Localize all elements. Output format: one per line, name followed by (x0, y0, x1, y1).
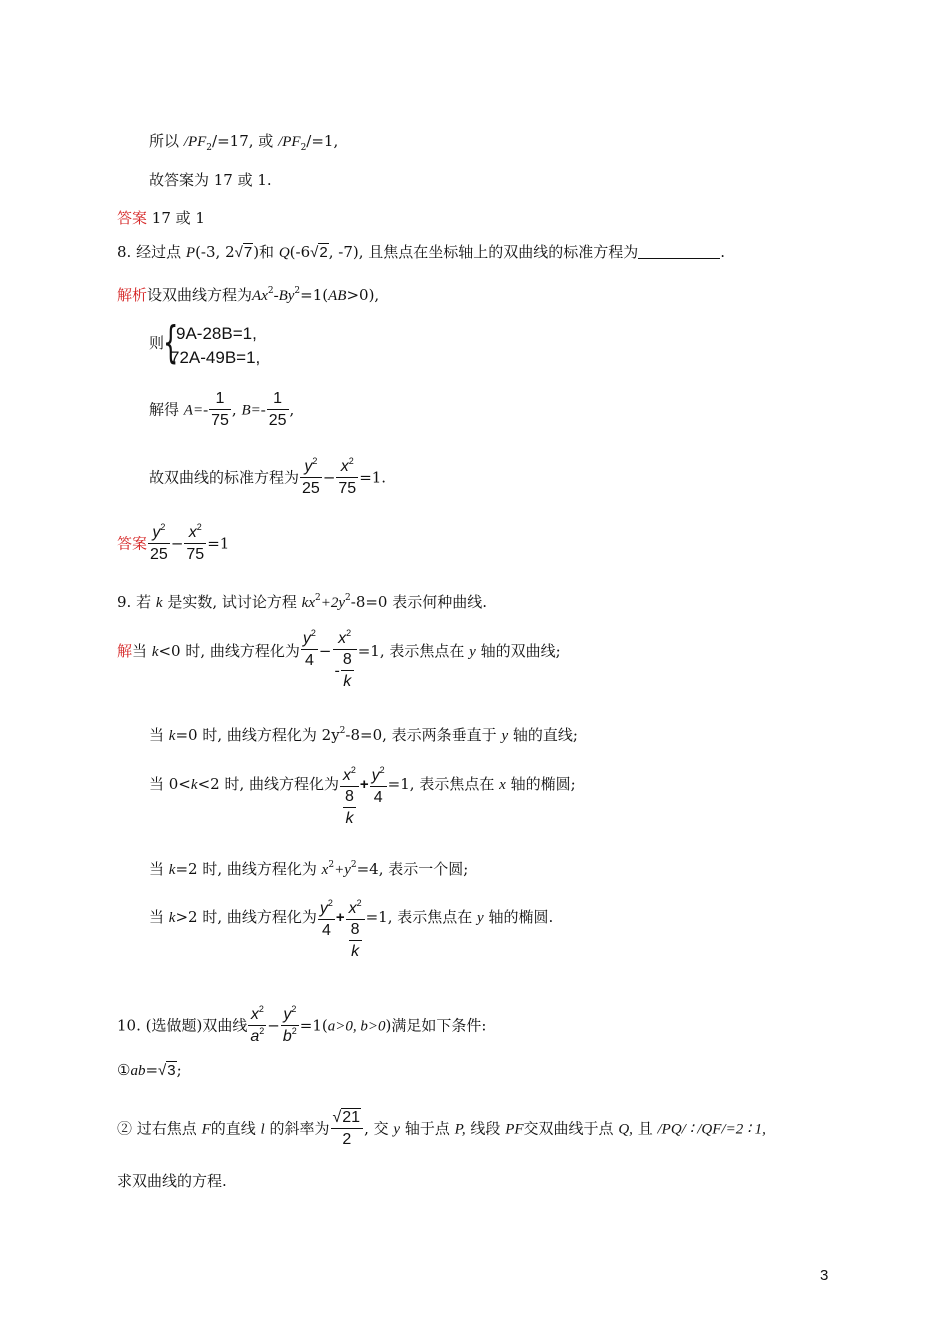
math: x (348, 900, 357, 917)
text: 经过点 (136, 243, 182, 261)
math: kx (301, 595, 315, 611)
radicand: 3 (167, 1062, 176, 1079)
math: x (188, 524, 197, 541)
fraction (267, 389, 289, 432)
math: y (469, 644, 476, 660)
text: 解得 (149, 400, 180, 419)
solution-label: 解析 (117, 286, 148, 304)
math: 2 (258, 1004, 264, 1014)
math: 2 (291, 1026, 297, 1036)
math: 2 (310, 628, 316, 638)
math: y (477, 910, 484, 926)
sqrt: √2 (310, 244, 328, 261)
text: , (231, 400, 237, 419)
math: k (151, 644, 159, 660)
sqrt: √7 (234, 244, 253, 261)
math: F (201, 1121, 211, 1138)
denominator: 4 (318, 919, 335, 942)
answer-label: 答案 (117, 209, 148, 227)
text: =0 时, 曲线方程化为 2y (175, 726, 340, 744)
text: 当 (132, 642, 148, 660)
text: 当 (149, 908, 165, 926)
minus: − (322, 468, 336, 487)
math: 2 (291, 1004, 297, 1014)
text: , (289, 400, 295, 419)
math: y (152, 524, 161, 541)
math: 2 (350, 860, 357, 870)
text: =4, 表示一个圆; (356, 860, 469, 878)
text: 当 (149, 726, 165, 744)
text: )和 (253, 243, 275, 261)
text: <0 时, 曲线方程化为 (158, 642, 300, 660)
text: 当 (149, 860, 165, 878)
system-row-2: 72A-49B=1, (170, 348, 261, 367)
fraction (341, 650, 354, 693)
math: 2 (300, 143, 307, 153)
radicand: 2 (319, 244, 328, 261)
text: 是实数, 试讨论方程 (167, 593, 297, 611)
math: x (338, 630, 347, 647)
text: , -7), 且焦点在坐标轴上的双曲线的标准方程为 (328, 243, 639, 261)
math: +2y (320, 595, 346, 611)
minus: − (170, 534, 184, 553)
math: k (168, 910, 176, 926)
math: y (319, 900, 328, 917)
question-number: 9. (117, 593, 132, 611)
text: ① (117, 1061, 131, 1079)
math: 2 (348, 456, 354, 466)
math: -By (273, 288, 295, 304)
math: P (185, 245, 196, 261)
math: y (283, 1006, 292, 1023)
math: y (393, 1121, 401, 1138)
text: -8=0 表示何种曲线. (350, 593, 488, 611)
system-brace: { (163, 317, 179, 368)
system-label: 则 (149, 334, 165, 352)
ask-line: 求双曲线的方程. (117, 1172, 227, 1190)
denominator: 75 (336, 477, 358, 500)
answer-text: 17 或 1 (151, 209, 205, 227)
math: PF (505, 1121, 524, 1138)
math: 2 (346, 628, 352, 638)
fraction (301, 629, 318, 672)
text: <2 时, 曲线方程化为 (197, 775, 339, 793)
text: 的斜率为 (269, 1119, 330, 1138)
math: /PQ/ ∶ /QF/=2 ∶ 1, (657, 1121, 766, 1138)
text: , 交 (364, 1119, 389, 1138)
math: 2 (327, 898, 333, 908)
math: P, (454, 1121, 466, 1138)
case-5 (149, 898, 554, 963)
text: )满足如下条件: (385, 1016, 487, 1035)
text: (-3, 2 (195, 243, 235, 261)
minus: - (334, 662, 340, 680)
math: 2 (160, 522, 166, 532)
math: 2 (206, 143, 213, 153)
text: (选做题)双曲线 (145, 1016, 248, 1035)
text: 交双曲线于点 (523, 1119, 614, 1138)
numerator: 8 (342, 651, 352, 668)
math: 2 (267, 286, 274, 296)
denominator: 75 (209, 409, 231, 432)
radicand: 21 (342, 1109, 361, 1126)
math: k (168, 728, 176, 744)
denominator: 25 (148, 543, 170, 566)
math: 2 (196, 522, 202, 532)
math: k (345, 810, 354, 827)
page-number: 3 (820, 1267, 829, 1284)
math: 2 (312, 456, 318, 466)
text: 轴于点 (404, 1119, 450, 1138)
numerator: 1 (215, 390, 225, 407)
text: 线段 (470, 1119, 501, 1138)
answer-label: 答案 (117, 534, 148, 553)
solve-line (149, 389, 294, 432)
solution-line (117, 285, 379, 306)
text: 轴的椭圆; (510, 775, 576, 793)
fraction (248, 1005, 266, 1048)
text: ; (176, 1061, 182, 1079)
numerator: 1 (273, 390, 283, 407)
math: y (501, 728, 509, 744)
fraction (331, 1108, 364, 1151)
math: k (343, 673, 352, 690)
fraction (346, 899, 365, 963)
minus: − (318, 642, 332, 660)
denominator: 75 (184, 543, 206, 566)
math: y (371, 767, 380, 784)
system-row-1: 9A-28B=1, (176, 324, 257, 343)
text: /=17, 或 (212, 132, 274, 150)
math: 2 (328, 860, 335, 870)
math: x (499, 777, 506, 793)
standard-equation-line (149, 457, 386, 500)
math: 2 (315, 593, 321, 603)
text: 轴的直线; (512, 726, 578, 744)
numerator: 8 (350, 921, 360, 938)
radicand: 7 (243, 244, 253, 261)
text: (-6 (289, 243, 311, 261)
denominator: 4 (370, 786, 387, 809)
text: . (720, 243, 726, 261)
math: Ax (252, 288, 268, 304)
text: >0), (346, 286, 380, 304)
text: 当 0< (149, 775, 191, 793)
fraction (370, 766, 387, 809)
math: Q (278, 245, 290, 261)
sqrt: √21 (332, 1109, 361, 1126)
question-number: 10. (117, 1016, 141, 1035)
question-9 (117, 592, 487, 613)
fraction (281, 1005, 299, 1048)
numerator: 8 (344, 788, 354, 805)
fraction (148, 523, 170, 566)
fraction (333, 629, 357, 693)
fraction (340, 766, 359, 830)
text: =2 时, 曲线方程化为 (175, 860, 317, 878)
minus: − (267, 1016, 280, 1035)
math: y (304, 458, 313, 475)
answer-line (117, 523, 229, 566)
math: y (302, 630, 311, 647)
text: >2 时, 曲线方程化为 (175, 908, 317, 926)
fraction (300, 457, 322, 500)
math: x (250, 1006, 259, 1023)
math: x (321, 862, 329, 878)
math: 2 (259, 1026, 265, 1036)
sqrt: √3 (158, 1062, 176, 1079)
text: =1, 表示焦点在 (365, 908, 473, 926)
text: =1. (359, 468, 387, 487)
math: ab (130, 1063, 146, 1079)
fraction (336, 457, 358, 500)
case-4 (149, 859, 468, 880)
text: =1( (300, 286, 329, 304)
math: l (260, 1121, 265, 1138)
case-3 (149, 765, 576, 830)
math: k (351, 943, 360, 960)
condition-1 (117, 1060, 182, 1081)
math: k (155, 595, 163, 611)
fraction (209, 389, 231, 432)
text: 设双曲线方程为 (147, 286, 253, 304)
denominator: 4 (301, 649, 318, 672)
text-line: 故答案为 17 或 1. (149, 171, 272, 189)
math: Q, (618, 1121, 633, 1138)
plus: + (335, 909, 345, 926)
text: 所以 (149, 132, 180, 150)
denominator: 25 (300, 477, 322, 500)
math: 2 (350, 765, 356, 775)
question-10 (117, 1005, 486, 1048)
math: 2 (379, 765, 385, 775)
answer-line (117, 208, 205, 228)
text: 且 (637, 1119, 653, 1138)
answer-blank (638, 244, 720, 259)
text: 故双曲线的标准方程为 (149, 468, 300, 487)
fraction (318, 899, 335, 942)
text: 的直线 (210, 1119, 256, 1138)
math: AB (328, 288, 347, 304)
text: -8=0, 表示两条垂直于 (345, 726, 497, 744)
text: /=1, (306, 132, 339, 150)
denominator: 2 (331, 1128, 364, 1151)
math: A=- (183, 402, 209, 419)
math: /PF (278, 134, 301, 150)
plus: + (359, 776, 369, 793)
text: ② 过右焦点 (117, 1119, 197, 1138)
math: +y (334, 862, 351, 878)
denominator: 25 (267, 409, 289, 432)
case-2 (149, 725, 578, 746)
solution-label: 解 (117, 642, 133, 660)
text: = (145, 1061, 159, 1079)
text: 轴的椭圆. (488, 908, 554, 926)
question-8 (117, 242, 725, 263)
math: 2 (345, 593, 351, 603)
text: 若 (136, 593, 152, 611)
math: k (168, 862, 176, 878)
math: b (282, 1028, 292, 1045)
question-number: 8. (117, 243, 132, 261)
math: x (342, 767, 351, 784)
fraction (184, 523, 206, 566)
fraction (349, 920, 362, 963)
math: /PF (183, 134, 207, 150)
text: =1, 表示焦点在 (387, 775, 495, 793)
math: 2 (339, 726, 346, 736)
text-line (149, 131, 338, 152)
text: =1, 表示焦点在 (357, 642, 465, 660)
math: x (340, 458, 349, 475)
fraction (343, 787, 356, 830)
math: 2 (294, 286, 301, 296)
math: 2 (356, 898, 362, 908)
math: k (190, 777, 198, 793)
condition-2 (117, 1108, 766, 1151)
text: 轴的双曲线; (480, 642, 561, 660)
text: =1( (299, 1016, 328, 1035)
text: =1 (207, 534, 230, 553)
math: a (250, 1028, 260, 1045)
math: a>0, b>0 (327, 1018, 386, 1035)
case-1 (117, 628, 561, 693)
math: B=- (241, 402, 266, 419)
